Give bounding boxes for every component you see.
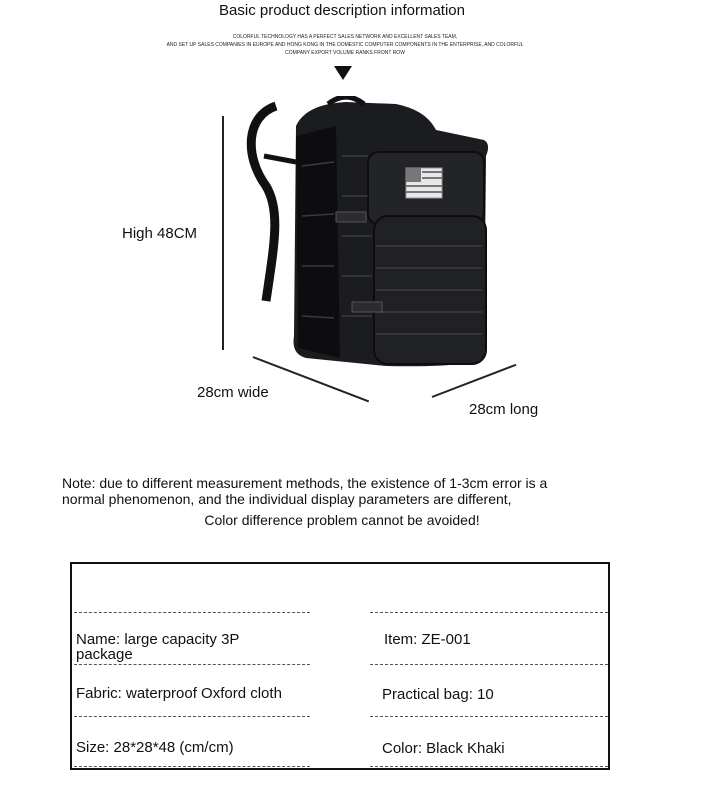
spec-fabric: Fabric: waterproof Oxford cloth (76, 685, 282, 702)
row-divider (74, 766, 310, 767)
row-divider (370, 716, 608, 717)
down-arrow-icon (334, 66, 352, 80)
row-divider (370, 766, 608, 767)
height-dimension-line (222, 116, 224, 350)
spec-item: Item: ZE-001 (384, 631, 471, 648)
width-label: 28cm wide (197, 384, 269, 401)
page-title: Basic product description information (219, 2, 465, 19)
spec-color: Color: Black Khaki (382, 740, 505, 757)
spec-size: Size: 28*28*48 (cm/cm) (76, 739, 234, 756)
note-line-1: Note: due to different measurement methods, the existence of 1-3cm error is a (62, 475, 548, 491)
flag-patch-icon (406, 168, 442, 198)
row-divider (74, 612, 310, 613)
backpack-image (236, 96, 506, 376)
subtitle-line-2: AND SET UP SALES COMPANIES IN EUROPE AND HONG KONG IN THE DOMESTIC COMPUTER COMPONENTS IN THE ENTERPRISE, AND COLORFUL (166, 42, 524, 48)
note-line-3: Color difference problem cannot be avoided! (204, 512, 480, 528)
spec-table (70, 562, 610, 770)
length-label: 28cm long (469, 401, 539, 418)
row-divider (74, 716, 310, 717)
row-divider (370, 664, 608, 665)
subtitle-line-3: COMPANY EXPORT VOLUME RANKS FRONT ROW (285, 50, 405, 56)
spec-name: Name: large capacity 3P package (76, 631, 240, 663)
row-divider (74, 664, 310, 665)
shoulder-strap (251, 106, 276, 301)
subtitle-line-1: COLORFUL TECHNOLOGY HAS A PERFECT SALES NETWORK AND EXCELLENT SALES TEAM, (232, 34, 458, 40)
spec-practical: Practical bag: 10 (382, 686, 494, 703)
note-line-2: normal phenomenon, and the individual display parameters are different, (62, 491, 512, 507)
height-label: High 48CM (122, 225, 198, 242)
row-divider (370, 612, 608, 613)
